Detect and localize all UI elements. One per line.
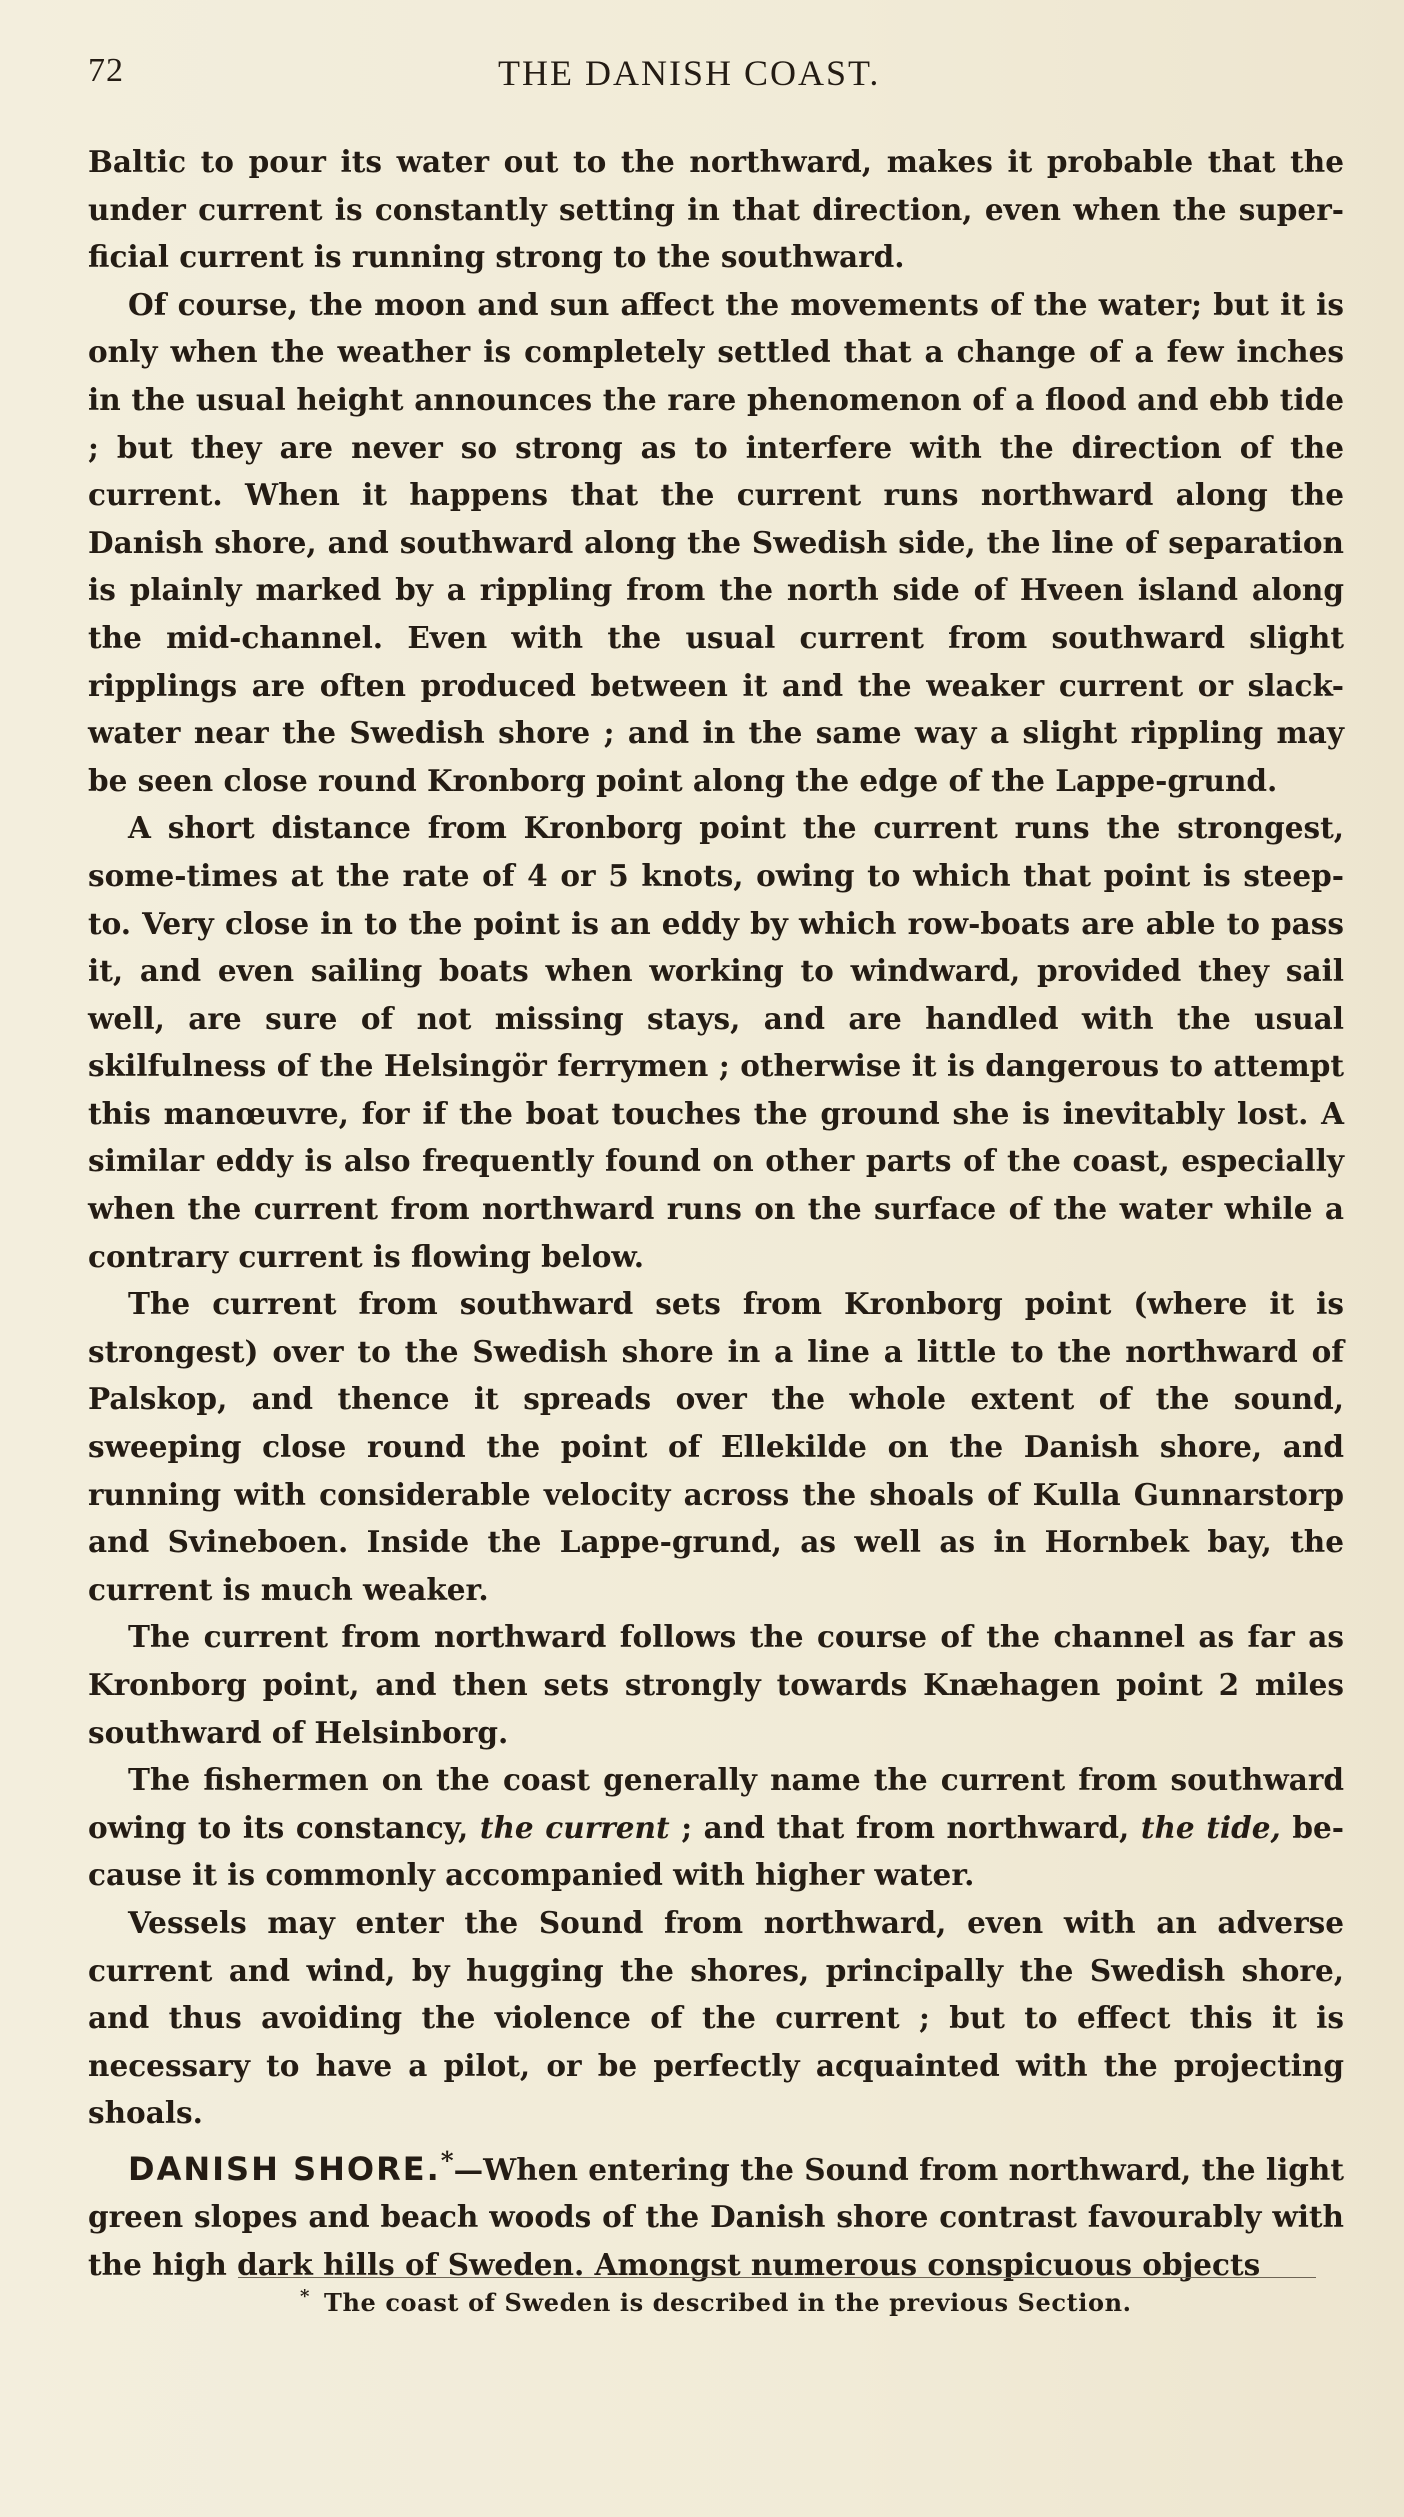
paragraph-6-text-b: ; and that from northward, — [669, 1809, 1141, 1845]
section-paragraph — [88, 2137, 1344, 2289]
paragraph-6 — [88, 1756, 1344, 1899]
footnote-mark: * — [300, 2286, 311, 2307]
page-number: 72 — [88, 52, 124, 89]
section-heading: DANISH SHORE. — [128, 2149, 441, 2188]
paragraph-6-text-c: be-cause it is commonly accompanied with higher water. — [88, 1809, 1344, 1893]
page-header — [88, 52, 1328, 112]
paragraph-7: Vessels may enter the Sound from northward, even with an adverse current and wind, by hugging the shores, principally the Swedish shore, and thus avoiding the violence of the current ; but to effect this it is necessary to have a pilot, or be perfectly acquainted with the projecting shoals. — [88, 1904, 1344, 2131]
paragraph-2: Of course, the moon and sun affect the movements of the water; but it is only when the weather is completely settled that a change of a few inches in the usual height announces the rare phenomenon of a flood and ebb tide ; but they are never so strong as to interfere with the direction of the current. When it happens that the current runs northward along the Danish shore, and southward along the Swedish side, the line of separation is plainly marked by a rippling from the north side of Hveen island along the mid-channel. Even with the usual current from southward slight ripplings are often produced between it and the weaker current or slack-water near the Swedish shore ; and in the same way a slight rippling may be seen close round Kronborg point along the edge of the Lappe-grund. — [88, 286, 1344, 798]
paragraph-3: A short distance from Kronborg point the current runs the strongest, some-times at the rate of 4 or 5 knots, owing to which that point is steep-to. Very close in to the point is an eddy by which row-boats are able to pass it, and even sailing boats when working to windward, provided they sail well, are sure of not missing stays, and are handled with the usual skilfulness of the Helsingör ferrymen ; otherwise it is dangerous to attempt this manœuvre, for if the boat touches the ground she is inevitably lost. A similar eddy is also frequently found on other parts of the coast, especially when the current from northward runs on the surface of the water while a contrary current is flowing below. — [88, 810, 1344, 1274]
footnote-reference: * — [440, 2145, 454, 2175]
section-text: —When entering the Sound from northward, the light green slopes and beach woods of the Danish shore contrast favourably with the high dark hills of Sweden. Amongst numerous conspicuous objects — [88, 2151, 1344, 2282]
running-title: THE DANISH COAST. — [498, 53, 881, 93]
paragraph-1: Baltic to pour its water out to the northward, makes it probable that the under current is constantly setting in that direction, even when the super-ficial current is running strong to the southward. — [88, 144, 1344, 275]
footnote-rule — [238, 2277, 1316, 2278]
footnote-text: The coast of Sweden is described in the previous Section. — [324, 2288, 1132, 2317]
footnote — [300, 2286, 1132, 2317]
paragraph-6-text-a: The fishermen on the coast generally name the current from southward owing to its constancy, — [88, 1762, 1344, 1845]
body-text — [88, 138, 1344, 2289]
emphasis-the-tide: the tide, — [1140, 1809, 1281, 1845]
paragraph-5: The current from northward follows the course of the channel as far as Kronborg point, and then sets strongly towards Knæhagen point 2 miles southward of Helsinborg. — [88, 1619, 1344, 1750]
paragraph-4: The current from southward sets from Kronborg point (where it is strongest) over to the Swedish shore in a line a little to the northward of Palskop, and thence it spreads over the whole extent of the sound, sweeping close round the point of Ellekilde on the Danish shore, and running with considerable velocity across the shoals of Kulla Gunnarstorp and Svineboen. Inside the Lappe-grund, as well as in Hornbek bay, the current is much weaker. — [88, 1286, 1344, 1607]
emphasis-the-current: the current — [479, 1809, 670, 1845]
